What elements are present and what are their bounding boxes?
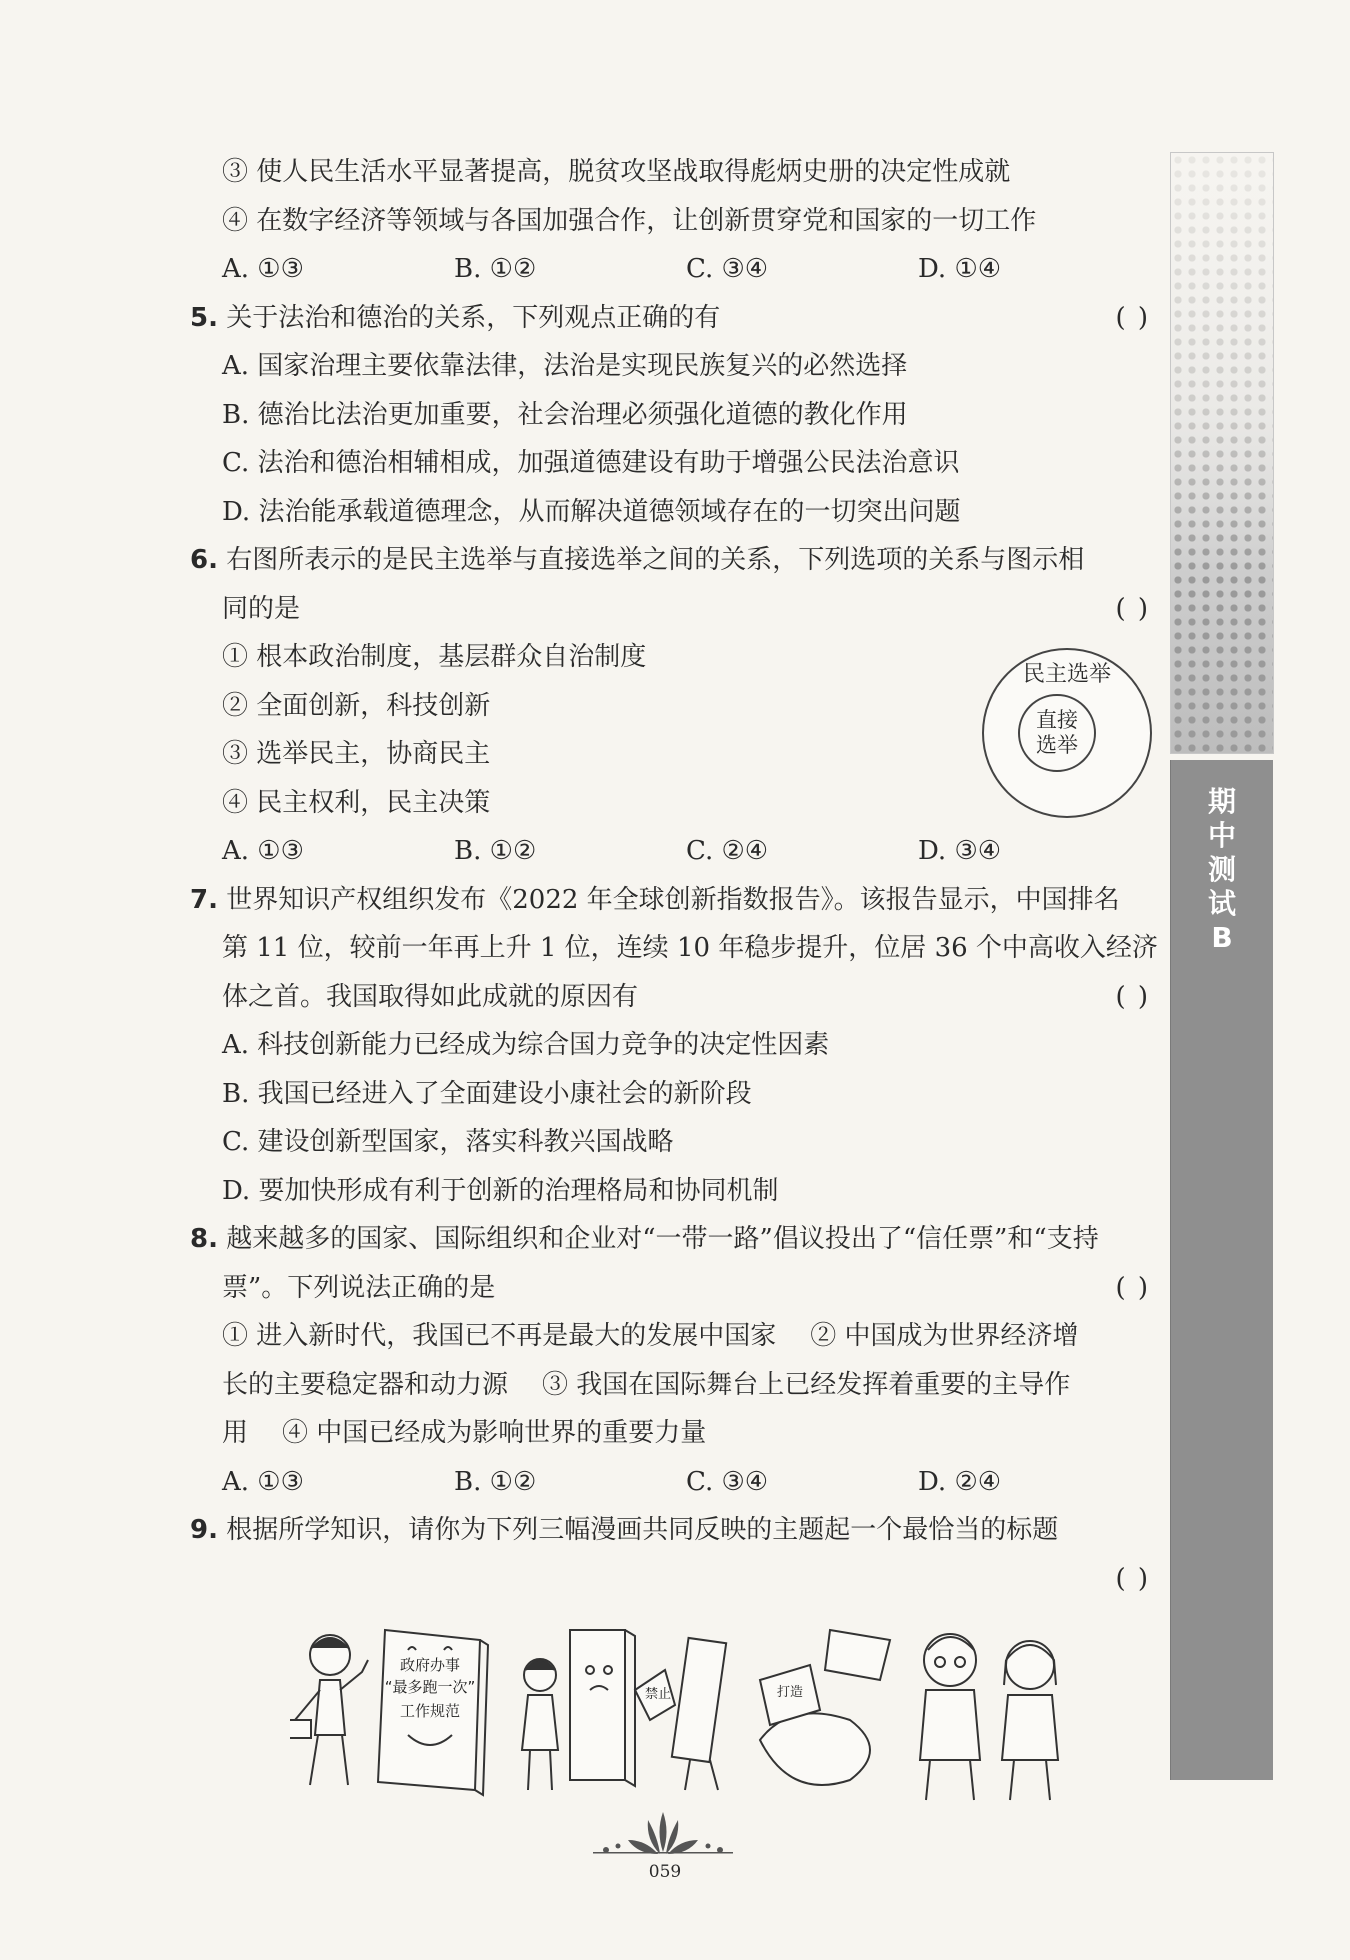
side-char: B [1211, 921, 1233, 954]
q7-choice-a: A. 科技创新能力已经成为综合国力竞争的决定性因素 [222, 1030, 830, 1060]
answer-bracket: ( ) [1115, 302, 1150, 333]
q8-item-4: ④ 中国已经成为影响世界的重要力量 [282, 1418, 707, 1448]
side-decoration-pattern [1170, 152, 1274, 754]
q8-options [190, 1458, 1150, 1507]
option-b: B. ①② [454, 254, 537, 284]
question-number: 7. [190, 884, 218, 915]
question-text: 世界知识产权组织发布《2022 年全球创新指数报告》。该报告显示，中国排名 [226, 884, 1120, 915]
side-char: 期 [1207, 785, 1236, 818]
q5-choice-b: B. 德治比法治更加重要，社会治理必须强化道德的教化作用 [222, 399, 908, 430]
answer-bracket: ( ) [1115, 1563, 1150, 1594]
cartoon-1-text-2: “最多跑一次” [384, 1678, 476, 1696]
q7-choice-b: B. 我国已经进入了全面建设小康社会的新阶段 [222, 1078, 752, 1109]
venn-inner-label-2: 选举 [1036, 733, 1078, 757]
q8-item-3: ③ 我国在国际舞台上已经发挥着重要的主导作 [542, 1369, 1071, 1400]
q8-items-line-2 [190, 1361, 1150, 1410]
q8-items-line-3 [190, 1409, 1150, 1458]
q7-stem-line-2: 第 11 位，较前一年再上升 1 位，连续 10 年稳步提升，位居 36 个中高收入经济 [222, 933, 1158, 963]
question-text: 右图所表示的是民主选举与直接选举之间的关系，下列选项的关系与图示相 [226, 545, 1085, 575]
q7-choice-c: C. 建设创新型国家，落实科教兴国战略 [222, 1127, 674, 1157]
answer-bracket: ( ) [1115, 981, 1150, 1012]
q4-options [190, 245, 1150, 294]
answer-bracket: ( ) [1115, 593, 1150, 624]
q8-item-1: ① 进入新时代，我国已不再是最大的发展中国家 [222, 1321, 777, 1351]
side-char: 测 [1207, 853, 1236, 886]
side-char: 中 [1207, 819, 1236, 852]
q7-choice-d: D. 要加快形成有利于创新的治理格局和协同机制 [222, 1175, 779, 1206]
q5-choice-c: C. 法治和德治相辅相成，加强道德建设有助于增强公民法治意识 [222, 448, 960, 478]
page-number: 059 [648, 1862, 682, 1882]
q6-options [190, 827, 1150, 876]
venn-diagram [982, 648, 1152, 818]
cartoon-2-text-1: 禁止 [644, 1687, 672, 1702]
venn-inner-label-1: 直接 [1036, 708, 1078, 732]
venn-outer-label: 民主选举 [1022, 662, 1111, 687]
q8-item-2-cont: 长的主要稳定器和动力源 [222, 1369, 509, 1400]
answer-bracket: ( ) [1115, 1272, 1150, 1303]
q5-choice-a: A. 国家治理主要依靠法律，法治是实现民族复兴的必然选择 [222, 351, 908, 381]
q6-stem-line-2 [190, 585, 1150, 634]
question-text: 票”。下列说法正确的是 [222, 1272, 496, 1303]
option-c: C. ③④ [686, 254, 769, 284]
q6-item-2: ② 全面创新，科技创新 [222, 690, 491, 721]
cartoon-2 [522, 1630, 726, 1790]
question-number: 5. [190, 302, 218, 333]
option-d: D. ①④ [918, 254, 1002, 284]
q5-stem [190, 294, 1150, 343]
q9-stem [190, 1506, 1150, 1555]
question-number: 8. [190, 1224, 218, 1254]
q8-items-line-1 [190, 1312, 1150, 1361]
cartoon-1-text-3: 工作规范 [399, 1702, 461, 1720]
cartoon-3-text-1: 打造 [776, 1685, 804, 1700]
option-a: A. ①③ [222, 836, 304, 866]
q6-item-3: ③ 选举民主，协商民主 [222, 739, 491, 769]
q6-item-1: ① 根本政治制度，基层群众自治制度 [222, 642, 647, 672]
option-d: D. ③④ [918, 836, 1002, 866]
q6-item-4: ④ 民主权利，民主决策 [222, 787, 491, 818]
question-text: 同的是 [222, 593, 301, 624]
q9-cartoons [290, 1610, 1120, 1810]
footer-ornament-icon [588, 1810, 738, 1860]
section-side-label [1200, 785, 1244, 955]
q8-item-2: ② 中国成为世界经济增 [810, 1321, 1079, 1351]
option-b: B. ①② [454, 836, 537, 866]
question-content [190, 148, 1158, 1603]
q9-bracket-line [190, 1555, 1150, 1604]
q4-item-4: ④ 在数字经济等领域与各国加强合作，让创新贯穿党和国家的一切工作 [222, 205, 1037, 236]
option-a: A. ①③ [222, 1466, 304, 1497]
q4-item-3: ③ 使人民生活水平显著提高，脱贫攻坚战取得彪炳史册的决定性成就 [222, 157, 1011, 187]
option-b: B. ①② [454, 1466, 537, 1497]
q7-stem-line-3 [190, 973, 1150, 1022]
q5-choice-d: D. 法治能承载道德理念，从而解决道德领域存在的一切突出问题 [222, 496, 961, 527]
option-c: C. ③④ [686, 1466, 769, 1497]
question-text: 越来越多的国家、国际组织和企业对“一带一路”倡议投出了“信任票”和“支持 [226, 1224, 1099, 1254]
q8-item-3-cont: 用 [222, 1418, 249, 1448]
q8-stem-line-2 [190, 1264, 1150, 1313]
option-a: A. ①③ [222, 254, 304, 284]
question-text: 体之首。我国取得如此成就的原因有 [222, 981, 639, 1012]
q8-stem-line-1 [190, 1215, 1150, 1264]
side-char: 试 [1207, 887, 1236, 920]
cartoon-1 [290, 1630, 488, 1795]
q7-stem-line-1 [190, 876, 1150, 925]
cartoon-3 [760, 1630, 1058, 1800]
q6-stem-line-1 [190, 536, 1150, 585]
question-text: 关于法治和德治的关系，下列观点正确的有 [226, 302, 721, 333]
cartoon-1-text-1: 政府办事 [399, 1656, 461, 1674]
question-number: 6. [190, 545, 218, 575]
venn-inner-circle [1018, 694, 1096, 772]
question-number: 9. [190, 1515, 218, 1545]
option-d: D. ②④ [918, 1466, 1002, 1497]
question-text: 根据所学知识，请你为下列三幅漫画共同反映的主题起一个最恰当的标题 [226, 1515, 1059, 1545]
option-c: C. ②④ [686, 836, 769, 866]
